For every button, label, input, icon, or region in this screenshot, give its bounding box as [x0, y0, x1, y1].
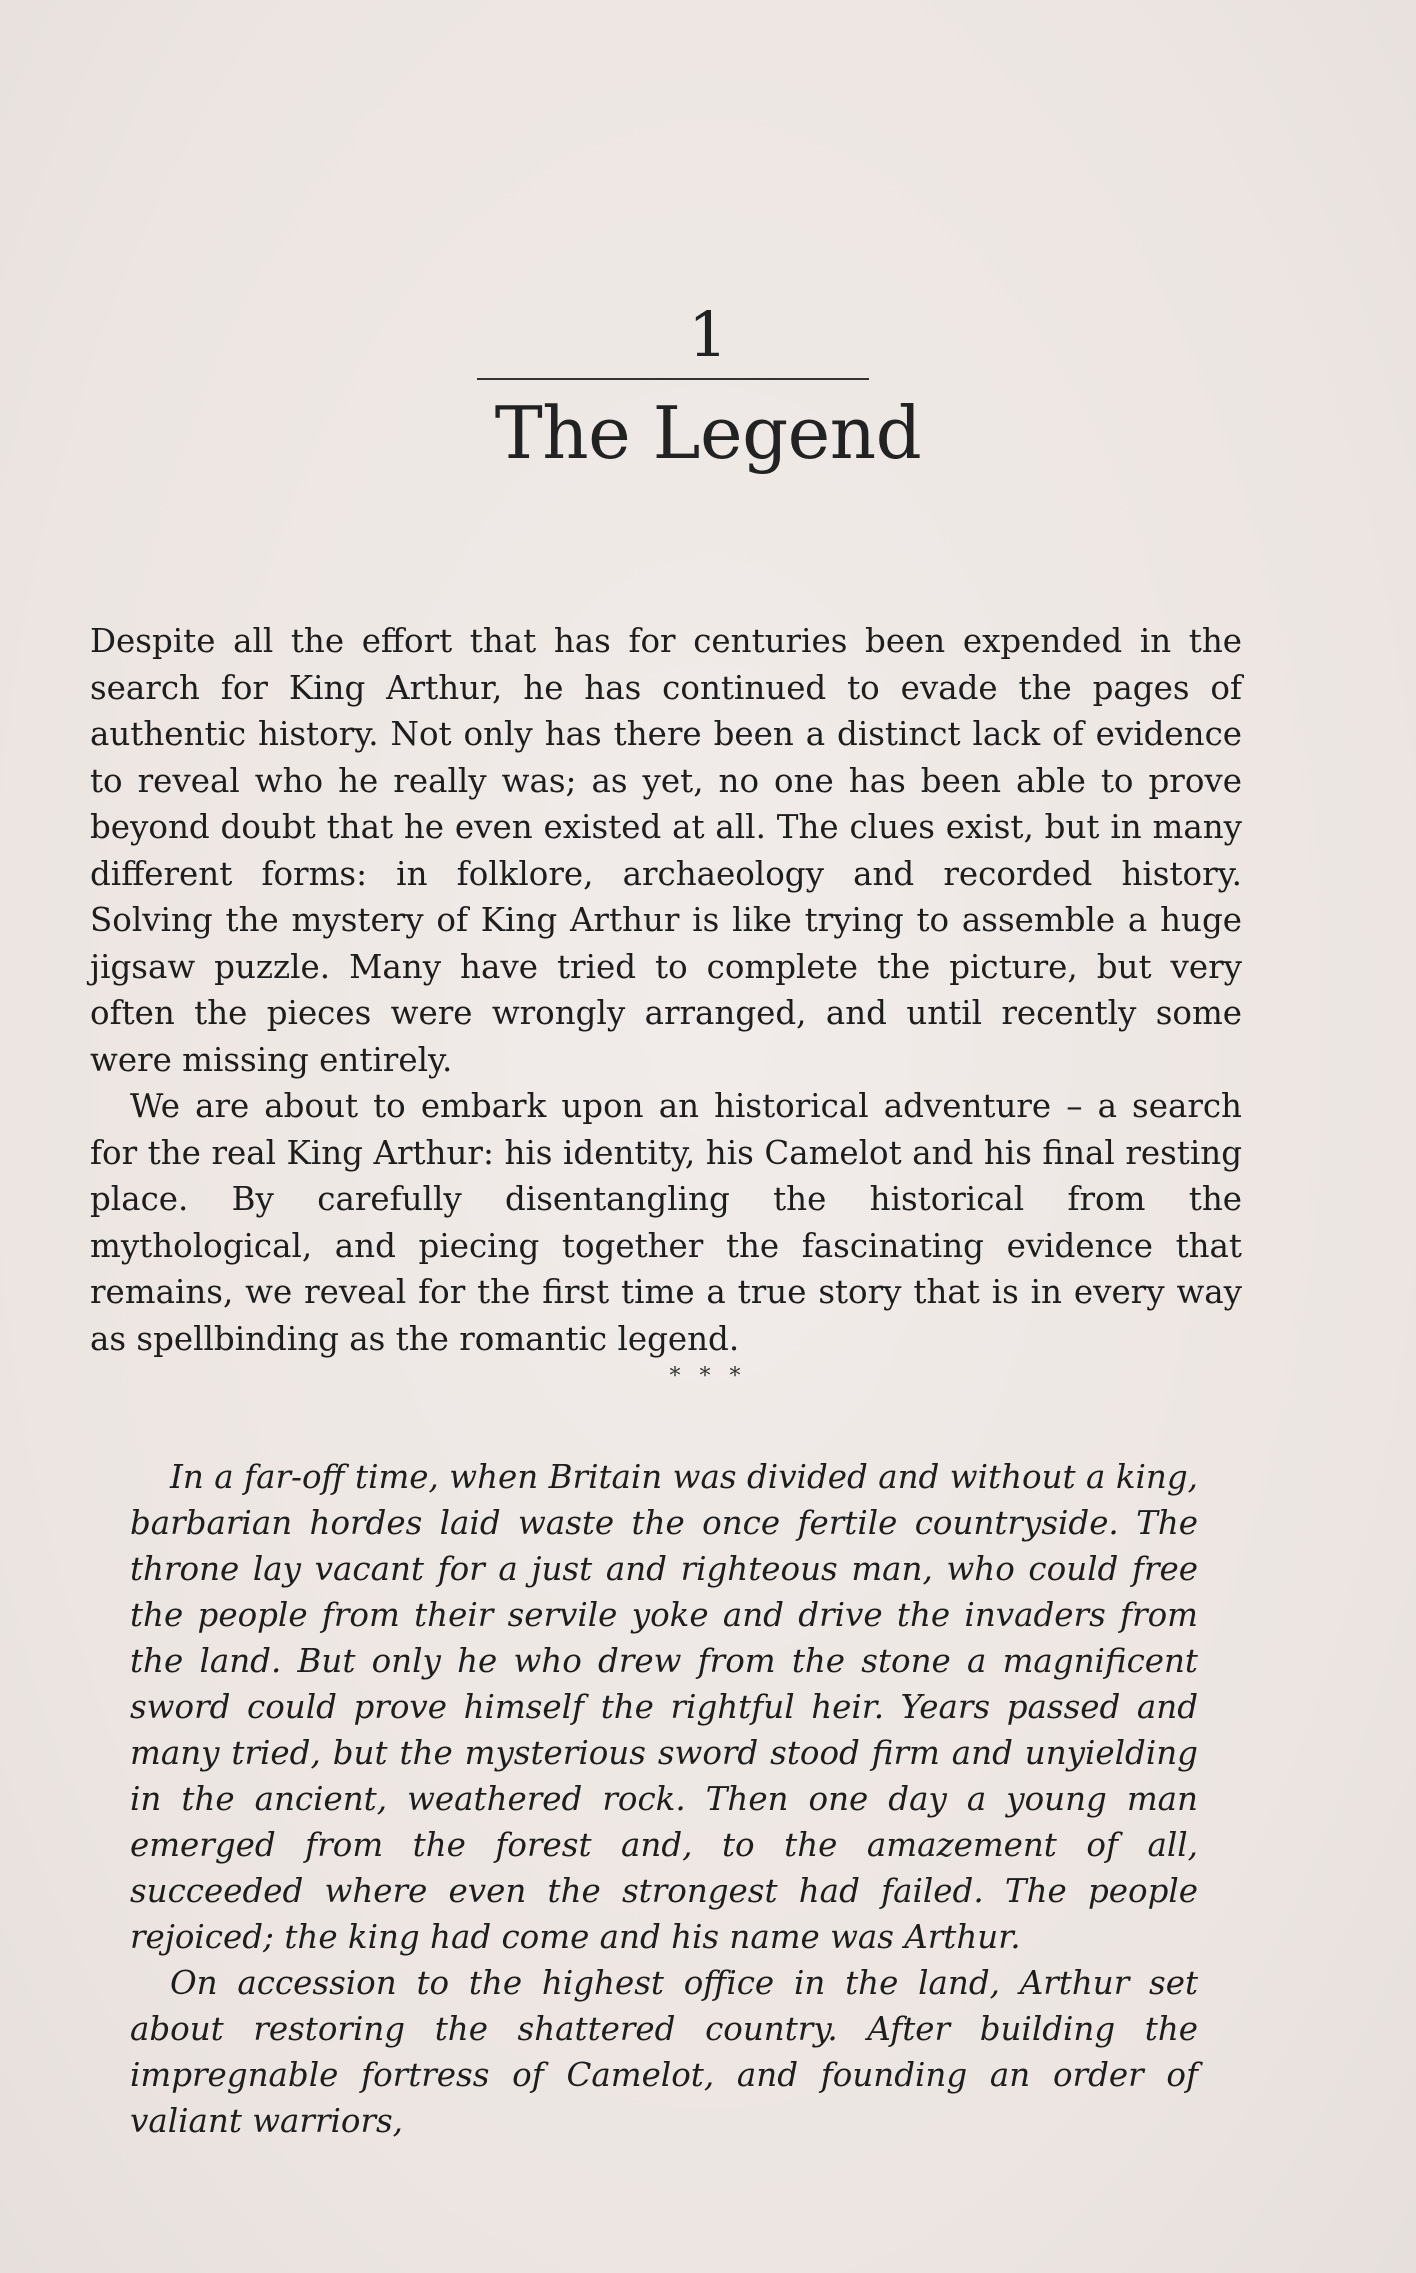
- body-text: [90, 618, 1242, 1362]
- chapter-title: The Legend: [494, 391, 922, 475]
- legend-paragraph-1: In a far-off time, when Britain was divided and without a king, barbarian hordes laid waste the once fertile countryside. The throne lay vacant for a just and righteous man, who could free the people from their servile yoke and drive the invaders from the land. But only he who drew from the stone a magnificent sword could prove himself the rightful heir. Years passed and many tried, but the mysterious sword stood firm and unyielding in the ancient, weathered rock. Then one day a young man emerged from the forest and, to the amazement of all, succeeded where even the strongest had failed. The people rejoiced; the king had come and his name was Arthur.: [130, 1458, 1198, 1956]
- body-paragraph-1: Despite all the effort that has for centuries been expended in the search for King Arthur, he has continued to evade the pages of authentic history. Not only has there been a distinct lack of evidence to reveal who he really was; as yet, no one has been able to prove beyond doubt that he even existed at all. The clues exist, but in many different forms: in folklore, archaeology and recorded history. Solving the mystery of King Arthur is like trying to assemble a huge jigsaw puzzle. Many have tried to complete the picture, but very often the pieces were wrongly arranged, and until recently some were missing entirely.: [90, 622, 1242, 1079]
- chapter-number: 1: [688, 298, 728, 371]
- section-separator: * * *: [669, 1364, 747, 1389]
- chapter-rule: [477, 378, 869, 380]
- body-paragraph-2: We are about to embark upon an historical adventure – a search for the real King Arthur: his identity, his Camelot and his final resting place. By carefully disentangling the historical from the mythological, and piecing together the fascinating evidence that remains, we reveal for the first time a true story that is in every way as spellbinding as the romantic legend.: [90, 1087, 1242, 1358]
- legend-paragraph-2: On accession to the highest office in the land, Arthur set about restoring the shattered country. After building the impregnable fortress of Camelot, and founding an order of valiant warriors,: [130, 1964, 1198, 2140]
- legend-text: [130, 1454, 1198, 2144]
